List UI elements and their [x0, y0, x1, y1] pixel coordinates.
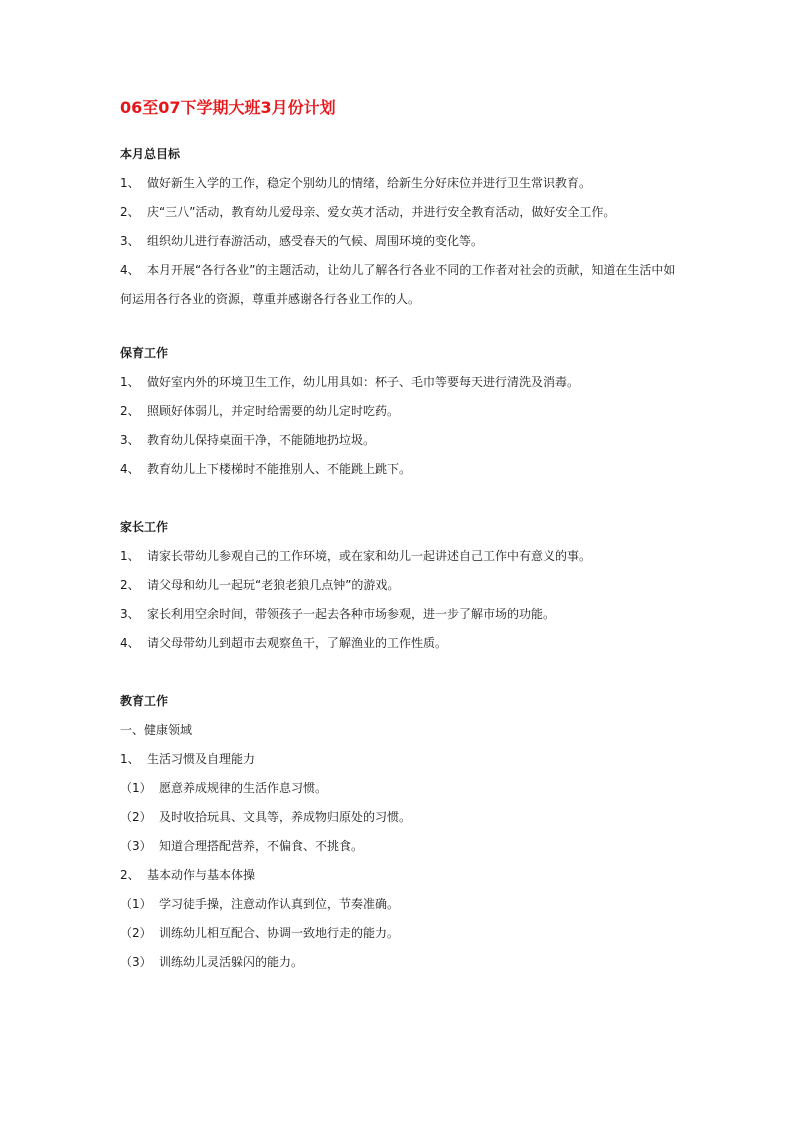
item-number: 1、	[120, 176, 140, 190]
sub-item	[120, 894, 680, 923]
item-number: （3）	[120, 955, 152, 969]
list-item	[120, 546, 680, 575]
item-number: （3）	[120, 839, 152, 853]
item-text: 愿意养成规律的生活作息习惯。	[159, 781, 328, 795]
item-text: 学习徒手操，注意动作认真到位，节奏准确。	[159, 897, 400, 911]
item-text: 照顾好体弱儿，并定时给需要的幼儿定时吃药。	[147, 404, 400, 418]
section-education-work	[120, 691, 680, 981]
sub-item	[120, 836, 680, 865]
list-item	[120, 575, 680, 604]
item-number: 2、	[120, 404, 140, 418]
document-title: 06至07下学期大班3月份计划	[120, 98, 336, 117]
list-item	[120, 401, 680, 430]
item-number: 4、	[120, 263, 140, 277]
item-text: 及时收拾玩具、文具等，养成物归原处的习惯。	[159, 810, 412, 824]
sub-item	[120, 923, 680, 952]
group-item	[120, 749, 680, 778]
document-body	[120, 144, 680, 981]
item-number: （2）	[120, 810, 152, 824]
section-heading: 保育工作	[120, 346, 169, 360]
list-item	[120, 256, 680, 314]
section-heading: 教育工作	[120, 694, 169, 708]
section-monthly-goals	[120, 144, 680, 314]
item-number: 2、	[120, 205, 140, 219]
item-number: 1、	[120, 549, 140, 563]
item-text: 本月开展“各行各业”的主题活动，让幼儿了解各行各业不同的工作者对社会的贡献，知道在生活中如何运用各行各业的资源，尊重并感谢各行各业工作的人。	[120, 263, 676, 306]
domain-label: 一、健康领域	[120, 723, 193, 737]
item-text: 请家长带幼儿参观自己的工作环境，或在家和幼儿一起讲述自己工作中有意义的事。	[147, 549, 592, 563]
list-item	[120, 430, 680, 459]
item-text: 组织幼儿进行春游活动，感受春天的气候、周围环境的变化等。	[147, 234, 484, 248]
item-number: （2）	[120, 926, 152, 940]
item-text: 训练幼儿灵活躲闪的能力。	[159, 955, 304, 969]
item-text: 庆“三八”活动，教育幼儿爱母亲、爱女英才活动，并进行安全教育活动，做好安全工作。	[147, 205, 616, 219]
item-number: （1）	[120, 781, 152, 795]
list-item	[120, 202, 680, 231]
item-number: 4、	[120, 462, 140, 476]
sub-item	[120, 807, 680, 836]
section-heading: 本月总目标	[120, 147, 181, 161]
item-number: 2、	[120, 868, 140, 882]
item-number: 1、	[120, 752, 140, 766]
item-text: 知道合理搭配营养，不偏食、不挑食。	[159, 839, 364, 853]
item-text: 教育幼儿保持桌面干净，不能随地扔垃圾。	[147, 433, 376, 447]
list-item	[120, 173, 680, 202]
item-text: 请父母和幼儿一起玩“老狼老狼几点钟”的游戏。	[147, 578, 400, 592]
item-text: 请父母带幼儿到超市去观察鱼干，了解渔业的工作性质。	[147, 636, 448, 650]
item-number: 3、	[120, 234, 140, 248]
item-number: 4、	[120, 636, 140, 650]
item-text: 做好室内外的环境卫生工作，幼儿用具如：杯子、毛巾等要每天进行清洗及消毒。	[147, 375, 580, 389]
item-text: 训练幼儿相互配合、协调一致地行走的能力。	[159, 926, 400, 940]
item-text: 基本动作与基本体操	[147, 868, 256, 882]
list-item	[120, 633, 680, 662]
list-item	[120, 459, 680, 488]
list-item	[120, 604, 680, 633]
section-parent-work	[120, 517, 680, 662]
item-number: 1、	[120, 375, 140, 389]
item-number: 3、	[120, 607, 140, 621]
group-item	[120, 865, 680, 894]
sub-item	[120, 952, 680, 981]
item-number: （1）	[120, 897, 152, 911]
section-care-work	[120, 343, 680, 488]
section-heading: 家长工作	[120, 520, 169, 534]
item-text: 家长利用空余时间，带领孩子一起去各种市场参观，进一步了解市场的功能。	[147, 607, 556, 621]
item-text: 教育幼儿上下楼梯时不能推别人、不能跳上跳下。	[147, 462, 412, 476]
item-number: 2、	[120, 578, 140, 592]
item-text: 做好新生入学的工作，稳定个别幼儿的情绪，给新生分好床位并进行卫生常识教育。	[147, 176, 592, 190]
list-item	[120, 372, 680, 401]
item-number: 3、	[120, 433, 140, 447]
item-text: 生活习惯及自理能力	[147, 752, 256, 766]
sub-item	[120, 778, 680, 807]
